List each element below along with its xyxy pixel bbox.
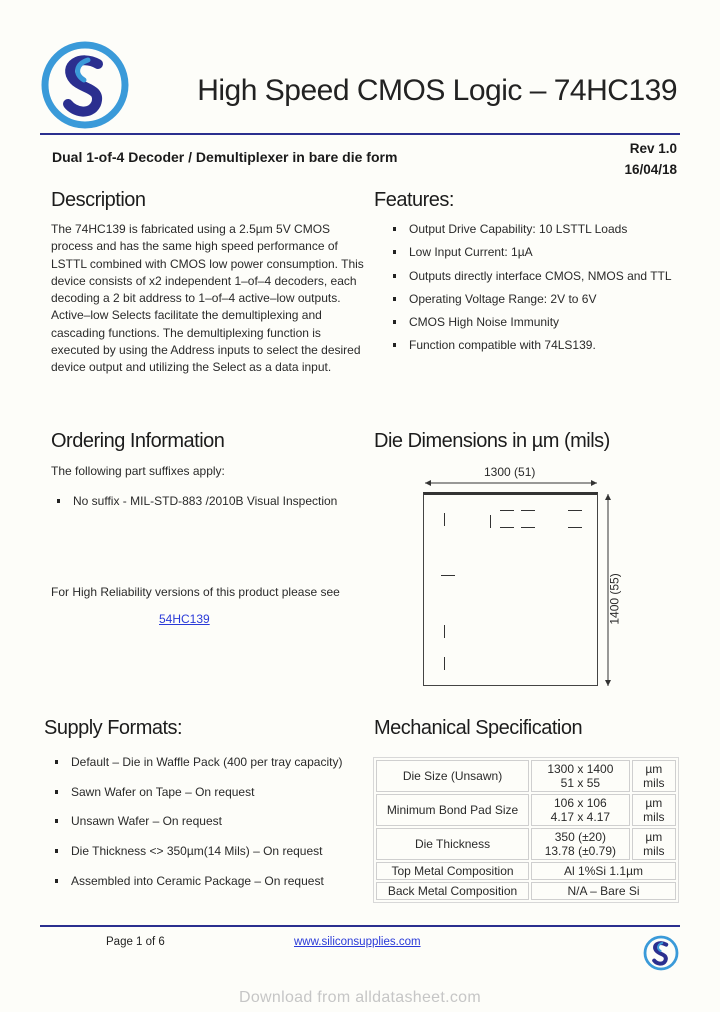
spec-unit: µm mils xyxy=(632,794,676,826)
spec-value: Al 1%Si 1.1µm xyxy=(531,862,676,880)
spec-label: Minimum Bond Pad Size xyxy=(376,794,529,826)
spec-label: Top Metal Composition xyxy=(376,862,529,880)
supply-formats-heading: Supply Formats: xyxy=(44,717,183,739)
feature-item: Low Input Current: 1µA xyxy=(409,245,672,268)
die-height-label: 1400 (55) xyxy=(607,573,622,625)
revision: Rev 1.0 xyxy=(629,141,677,156)
feature-item: Function compatible with 74LS139. xyxy=(409,338,672,361)
features-heading: Features: xyxy=(374,189,454,211)
header-divider xyxy=(40,133,680,135)
description-line: device output and utilizing the Select as a data input. xyxy=(51,360,332,375)
document-title: High Speed CMOS Logic – 74HC139 xyxy=(197,74,677,107)
feature-item: Output Drive Capability: 10 LSTTL Loads xyxy=(409,222,672,245)
page-number: Page 1 of 6 xyxy=(106,936,165,948)
ordering-intro: The following part suffixes apply: xyxy=(51,464,225,478)
bond-pad xyxy=(521,510,535,511)
bond-pad xyxy=(444,657,445,670)
spec-label: Die Thickness xyxy=(376,828,529,860)
description-line: decoding a 2 bit address to 1–of–4 active–low outputs. xyxy=(51,291,341,306)
feature-item: Operating Voltage Range: 2V to 6V xyxy=(409,292,672,315)
feature-item: CMOS High Noise Immunity xyxy=(409,315,672,338)
hirel-link-54hc139[interactable]: 54HC139 xyxy=(159,612,210,626)
spec-value: 1300 x 1400 51 x 55 xyxy=(531,760,630,792)
watermark: Download from alldatasheet.com xyxy=(238,989,481,1006)
bond-pad xyxy=(521,527,535,528)
bond-pad xyxy=(500,510,514,511)
revision-date: 16/04/18 xyxy=(624,162,677,177)
mechanical-spec-heading: Mechanical Specification xyxy=(374,717,583,739)
footer-divider xyxy=(40,925,680,927)
spec-value: 350 (±20) 13.78 (±0.79) xyxy=(531,828,630,860)
bond-pad xyxy=(441,575,455,576)
spec-label: Die Size (Unsawn) xyxy=(376,760,529,792)
bond-pad xyxy=(444,513,445,526)
ordering-item: No suffix - MIL-STD-883 /2010B Visual Inspection xyxy=(73,494,338,508)
ordering-list xyxy=(73,494,337,508)
hirel-text: For High Reliability versions of this product please see xyxy=(51,585,340,599)
description-line: executed by using the Address inputs to select the desired xyxy=(51,343,361,358)
mechanical-spec-table xyxy=(373,757,679,903)
table-row xyxy=(376,828,676,860)
silicon-supplies-logo-icon xyxy=(40,40,130,130)
bond-pad xyxy=(568,527,582,528)
silicon-supplies-small-logo-icon xyxy=(643,935,679,971)
description-line: Active–low Selects facilitate the demultiplexing and xyxy=(51,308,322,323)
spec-value: 106 x 106 4.17 x 4.17 xyxy=(531,794,630,826)
table-row xyxy=(376,794,676,826)
supply-formats-list xyxy=(71,755,342,903)
bond-pad xyxy=(490,515,491,528)
bond-pad xyxy=(444,625,445,638)
description-heading: Description xyxy=(51,189,146,211)
description-line: device consists of x2 independent 1–of–4 decoders, each xyxy=(51,273,357,288)
spec-value: N/A – Bare Si xyxy=(531,882,676,900)
document-subtitle: Dual 1-of-4 Decoder / Demultiplexer in bare die form xyxy=(52,149,398,165)
description-line: LSTTL combined with CMOS low power consumption. This xyxy=(51,256,364,271)
revision-block xyxy=(624,138,677,180)
website-link[interactable]: www.siliconsupplies.com xyxy=(294,936,421,948)
bond-pad xyxy=(568,510,582,511)
description-text xyxy=(51,221,369,377)
feature-item: Outputs directly interface CMOS, NMOS and TTL xyxy=(409,269,672,292)
die-width-label: 1300 (51) xyxy=(484,465,536,479)
spec-label: Back Metal Composition xyxy=(376,882,529,900)
die-dimensions-heading: Die Dimensions in µm (mils) xyxy=(374,430,610,452)
description-line: The 74HC139 is fabricated using a 2.5µm 5V CMOS xyxy=(51,222,331,236)
table-row xyxy=(376,760,676,792)
supply-item: Default – Die in Waffle Pack (400 per tray capacity) xyxy=(71,755,342,785)
description-line: process and has the same high speed performance of xyxy=(51,239,338,254)
supply-item: Unsawn Wafer – On request xyxy=(71,814,342,844)
die-outline xyxy=(423,492,598,686)
table-row xyxy=(376,862,676,880)
spec-unit: µm mils xyxy=(632,828,676,860)
description-line: cascading functions. The demultiplexing function is xyxy=(51,325,321,340)
features-list xyxy=(409,222,672,362)
spec-unit: µm mils xyxy=(632,760,676,792)
die-width-arrow xyxy=(423,478,599,488)
supply-item: Sawn Wafer on Tape – On request xyxy=(71,785,342,815)
supply-item: Die Thickness <> 350µm(14 Mils) – On request xyxy=(71,844,342,874)
table-row xyxy=(376,882,676,900)
bond-pad xyxy=(500,527,514,528)
supply-item: Assembled into Ceramic Package – On request xyxy=(71,874,342,904)
ordering-heading: Ordering Information xyxy=(51,430,225,452)
